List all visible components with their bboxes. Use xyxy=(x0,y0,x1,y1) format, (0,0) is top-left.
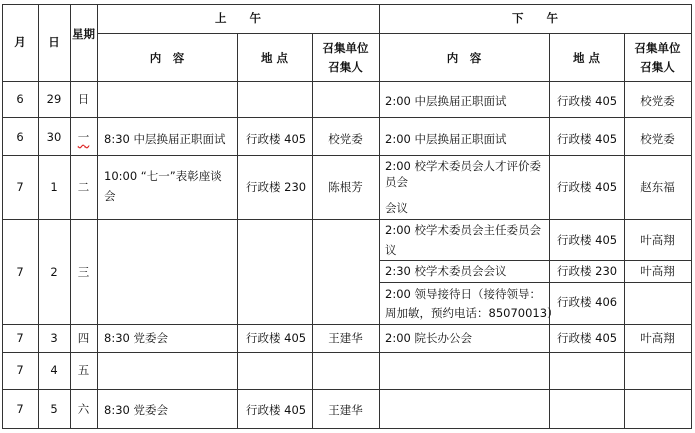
cell-pm-organizer: 叶高翔 xyxy=(640,264,675,278)
header-month: 月 xyxy=(14,35,26,49)
grid-line xyxy=(2,117,691,118)
cell-pm-content: 2:00 院长办公会 xyxy=(385,331,472,345)
cell-pm-content: 2:00 中层换届正职面试 xyxy=(385,94,507,108)
cell-weekday: 五 xyxy=(77,363,90,377)
header-pm-content: 内 容 xyxy=(446,51,482,65)
cell-pm-location: 行政楼 405 xyxy=(557,233,618,247)
header-am-content: 内 容 xyxy=(149,51,185,65)
cell-weekday: 四 xyxy=(77,331,90,345)
cell-weekday: 日 xyxy=(77,92,90,106)
cell-am-location: 行政楼 405 xyxy=(246,331,307,345)
header-pm-organizer-unit: 召集单位 xyxy=(634,41,681,55)
cell-pm-content-cont: 议 xyxy=(385,243,397,257)
cell-weekday: 二 xyxy=(77,180,90,194)
grid-line xyxy=(2,389,691,390)
cell-pm-content-cont: 周加敏，预约电话：85070013） xyxy=(385,306,559,320)
cell-pm-location: 行政楼 405 xyxy=(557,94,618,108)
header-am-organizer-person: 召集人 xyxy=(328,60,363,74)
cell-pm-content: 2:00 领导接待日（接待领导： xyxy=(385,287,541,301)
cell-pm-content-cont: 会议 xyxy=(385,201,408,215)
cell-month: 7 xyxy=(16,363,24,377)
header-pm-location: 地 点 xyxy=(572,51,600,65)
cell-weekday: 三 xyxy=(77,265,90,279)
cell-am-location: 行政楼 405 xyxy=(246,132,307,146)
cell-am-organizer: 校党委 xyxy=(328,132,363,146)
grid-line xyxy=(97,33,691,34)
cell-pm-location: 行政楼 405 xyxy=(557,331,618,345)
header-pm: 下 午 xyxy=(512,11,558,25)
cell-weekday: 六 xyxy=(77,402,90,416)
cell-pm-content: 2:00 校学术委员会主任委员会 xyxy=(385,223,541,237)
cell-am-content: 10:00 “七一”表彰座谈 xyxy=(104,169,222,183)
cell-am-organizer: 陈根芳 xyxy=(328,180,363,194)
grid-line xyxy=(379,260,691,261)
cell-pm-location: 行政楼 406 xyxy=(557,295,618,309)
header-am: 上 午 xyxy=(215,11,261,25)
grid-line xyxy=(2,219,691,220)
cell-pm-content: 2:30 校学术委员会会议 xyxy=(385,264,507,278)
cell-month: 6 xyxy=(16,130,24,144)
header-am-location: 地 点 xyxy=(260,51,288,65)
grid-line xyxy=(2,4,691,5)
grid-line xyxy=(237,33,238,429)
cell-weekday: 一 xyxy=(77,130,90,144)
grid-line xyxy=(2,81,691,82)
cell-am-content-cont: 会 xyxy=(104,189,116,203)
cell-pm-organizer: 校党委 xyxy=(640,132,675,146)
grid-line xyxy=(2,352,691,353)
header-pm-organizer-person: 召集人 xyxy=(640,60,675,74)
cell-month: 7 xyxy=(16,180,24,194)
cell-day: 29 xyxy=(46,92,62,106)
grid-line xyxy=(312,33,313,429)
cell-am-content: 8:30 党委会 xyxy=(104,331,168,345)
grid-line xyxy=(379,4,380,429)
cell-am-organizer: 王建华 xyxy=(328,331,363,345)
cell-day: 4 xyxy=(50,363,58,377)
grid-line xyxy=(2,155,691,156)
header-am-organizer-unit: 召集单位 xyxy=(322,41,369,55)
cell-day: 1 xyxy=(50,180,58,194)
grid-line xyxy=(549,33,550,429)
header-day: 日 xyxy=(48,35,60,49)
grid-line xyxy=(379,282,691,283)
cell-month: 7 xyxy=(16,402,24,416)
cell-pm-location: 行政楼 230 xyxy=(557,264,618,278)
cell-pm-organizer: 赵东福 xyxy=(640,180,675,194)
cell-day: 30 xyxy=(46,130,62,144)
cell-pm-organizer: 叶高翔 xyxy=(640,331,675,345)
cell-day: 3 xyxy=(50,331,58,345)
cell-month: 6 xyxy=(16,92,24,106)
header-weekday: 星期 xyxy=(72,27,95,41)
cell-pm-content: 2:00 校学术委员会人才评价委 xyxy=(385,159,541,173)
grid-line xyxy=(97,4,98,429)
cell-pm-content: 2:00 中层换届正职面试 xyxy=(385,132,507,146)
cell-pm-content-cont: 员会 xyxy=(385,175,408,189)
cell-day: 2 xyxy=(50,265,58,279)
cell-pm-organizer: 校党委 xyxy=(640,94,675,108)
cell-am-content: 8:30 党委会 xyxy=(104,403,168,417)
cell-month: 7 xyxy=(16,331,24,345)
grid-line xyxy=(2,428,691,429)
cell-am-content: 8:30 中层换届正职面试 xyxy=(104,132,226,146)
cell-pm-organizer: 叶高翔 xyxy=(640,233,675,247)
grid-line xyxy=(691,4,692,429)
cell-pm-location: 行政楼 405 xyxy=(557,180,618,194)
cell-month: 7 xyxy=(16,265,24,279)
cell-pm-location: 行政楼 405 xyxy=(557,132,618,146)
grid-line xyxy=(2,324,691,325)
cell-am-location: 行政楼 230 xyxy=(246,180,307,194)
cell-day: 5 xyxy=(50,402,58,416)
cell-am-organizer: 王建华 xyxy=(328,403,363,417)
cell-am-location: 行政楼 405 xyxy=(246,403,307,417)
